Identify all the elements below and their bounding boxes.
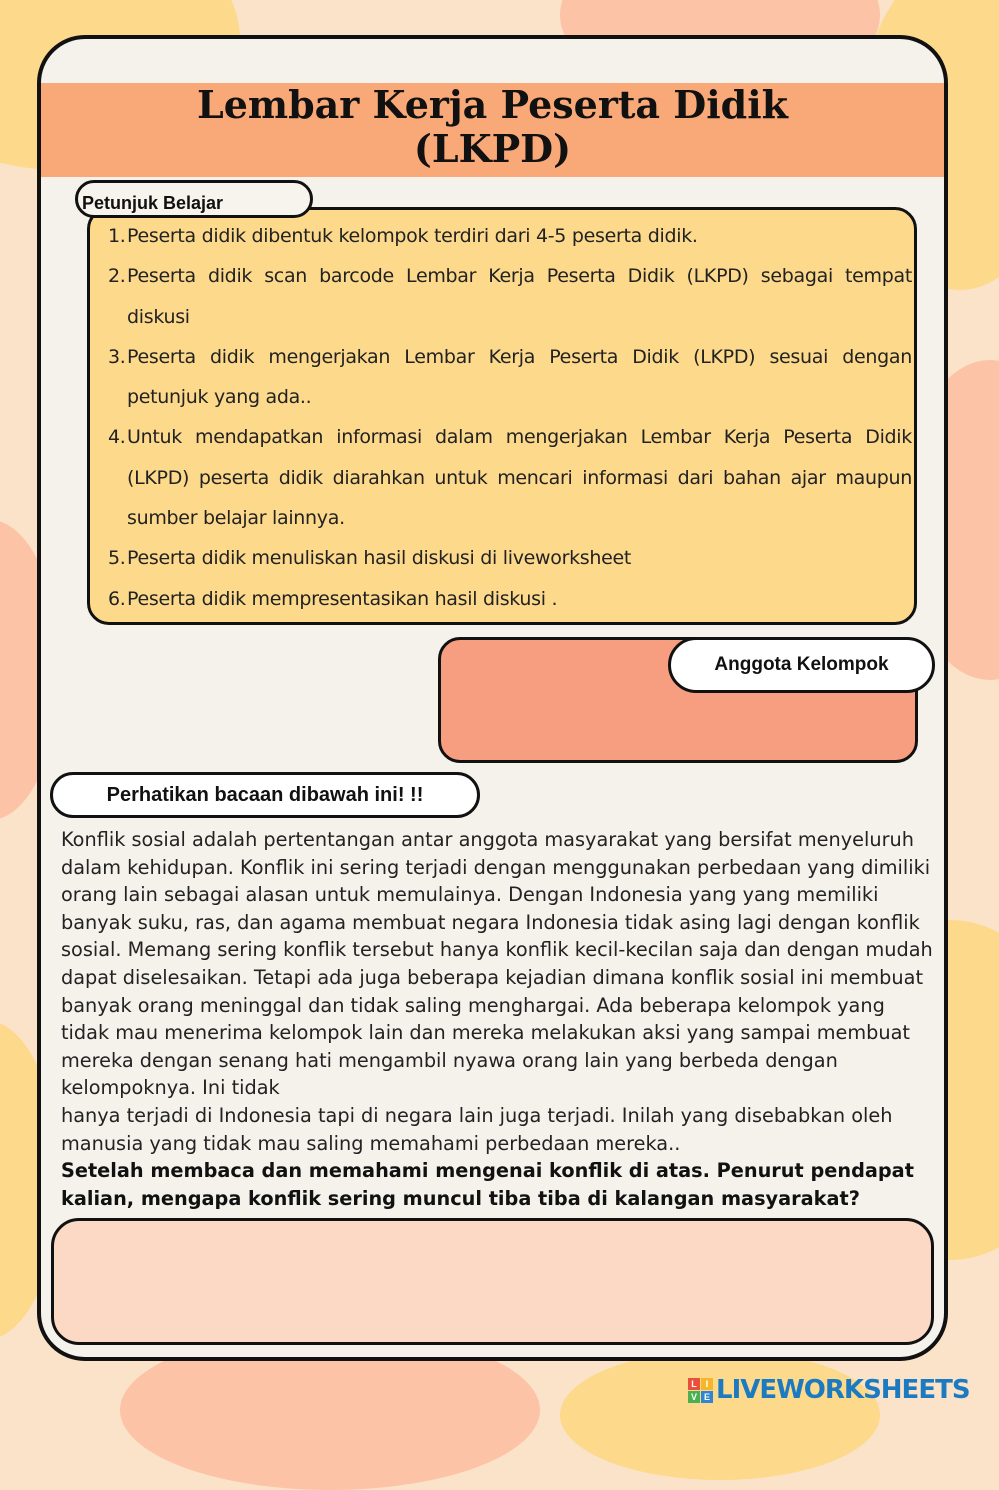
instructions-box <box>87 207 917 625</box>
instruction-item: 4. Untuk mendapatkan informasi dalam mengerjakan Lembar Kerja Peserta Didik (LKPD) peserta didik diarahkan untuk mencari informasi dari bahan ajar maupun sumber belajar lainnya. <box>108 426 912 530</box>
reading-text <box>61 826 937 1212</box>
instruction-item: 1. Peserta didik dibentuk kelompok terdiri dari 4-5 peserta didik. <box>108 225 698 247</box>
instruction-item: 2. Peserta didik scan barcode Lembar Kerja Peserta Didik (LKPD) sebagai tempat diskusi <box>108 265 912 328</box>
worksheet-card <box>37 35 948 1361</box>
liveworksheets-brand: LIVEWORKSHEETS <box>716 1375 970 1405</box>
instructions-list <box>90 210 914 619</box>
reading-paragraph-continued: hanya terjadi di Indonesia tapi di negara lain juga terjadi. Inilah yang disebabkan oleh manusia yang tidak mau saling memahami perbedaan mereka.. <box>61 1103 893 1155</box>
title-line-2: (LKPD) <box>413 126 572 171</box>
reading-label: Perhatikan bacaan dibawah ini! !! <box>50 772 480 818</box>
instruction-item: 5. Peserta didik menuliskan hasil diskusi di liveworksheet <box>108 547 632 570</box>
liveworksheets-icon: L I V E <box>688 1378 713 1403</box>
question-text: Setelah membaca dan memahami mengenai konflik di atas. Penurut pendapat kalian, mengapa konflik sering muncul tiba tiba di kalangan masyarakat? <box>61 1159 914 1210</box>
liveworksheets-logo <box>688 1373 988 1407</box>
background-blob <box>560 1350 880 1480</box>
title-line-1: Lembar Kerja Peserta Didik <box>197 82 788 127</box>
reading-paragraph: Konflik sosial adalah pertentangan antar anggota masyarakat yang bersifat menyeluruh dalam kehidupan. Konflik ini sering terjadi dengan menggunakan perbedaan yang dimiliki orang lain sebagai alasan untuk memulainya. Dengan Indonesia yang yang memiliki banyak suku, ras, dan agama membuat negara Indonesia tidak asing lagi dengan konflik sosial. Memang sering konflik tersebut hanya konflik kecil-kecilan saja dan dengan mudah dapat diselesaikan. Tetapi ada juga beberapa kejadian dimana konflik sosial ini membuat banyak orang meninggal dan tidak saling menghargai. Ada beberapa kelompok yang tidak mau menerima kelompok lain dan mereka melakukan aksi yang sampai membuat mereka dengan senang hati mengambil nyawa orang lain yang berbeda dengan kelompoknya. Ini tidak <box>61 828 933 1100</box>
page-title <box>41 83 944 171</box>
group-members-label: Anggota Kelompok <box>668 637 935 693</box>
instructions-label: Petunjuk Belajar <box>75 180 313 218</box>
instruction-item: 3. Peserta didik mengerjakan Lembar Kerja Peserta Didik (LKPD) sesuai dengan petunjuk yang ada.. <box>108 345 912 409</box>
instruction-item: 6. Peserta didik mempresentasikan hasil diskusi . <box>108 587 558 610</box>
answer-input-box[interactable] <box>51 1218 934 1345</box>
